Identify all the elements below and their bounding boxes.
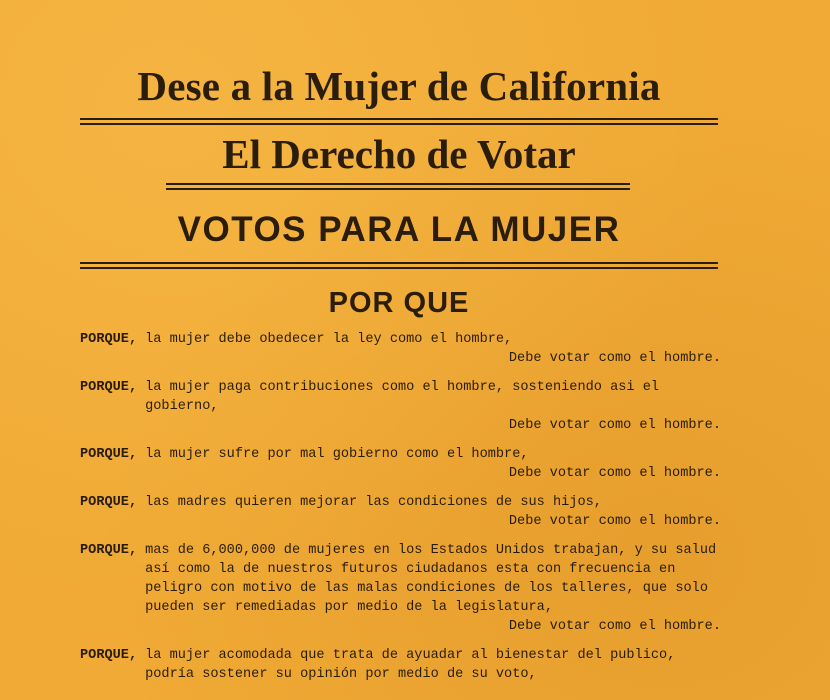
- reason-keyword: PORQUE,: [80, 447, 138, 462]
- reason-item: [80, 493, 725, 531]
- reason-keyword: PORQUE,: [80, 380, 138, 395]
- reason-text: la mujer acomodada que trata de ayuadar al bienestar del publico, podría sostener su opinión por medio de su voto,: [145, 648, 676, 682]
- reason-item: [80, 445, 725, 483]
- title-line-1: Dese a la Mujer de California: [137, 63, 661, 109]
- subheading-por-que: POR QUE: [328, 287, 470, 319]
- heading-rule-a: [80, 262, 718, 264]
- reason-refrain: Debe votar como el hombre.: [508, 619, 721, 634]
- reason-item: [80, 378, 725, 435]
- reason-text: la mujer debe obedecer la ley como el hombre,: [145, 332, 513, 347]
- reason-refrain: Debe votar como el hombre.: [508, 466, 721, 481]
- reason-item: [80, 646, 725, 684]
- reason-item: [80, 330, 725, 368]
- title-rule-1b: [80, 123, 718, 125]
- reason-text: la mujer sufre por mal gobierno como el hombre,: [145, 447, 529, 462]
- reason-keyword: PORQUE,: [80, 543, 138, 558]
- title-rule-1a: [80, 118, 718, 120]
- reason-keyword: PORQUE,: [80, 332, 138, 347]
- reason-item: [80, 541, 725, 636]
- reason-text: la mujer paga contribuciones como el hombre, sosteniendo asi el gobierno,: [145, 380, 660, 414]
- title-line-2: El Derecho de Votar: [222, 131, 576, 177]
- reason-refrain: Debe votar como el hombre.: [508, 514, 721, 529]
- heading-votos: VOTOS PARA LA MUJER: [177, 210, 621, 249]
- title-rule-2a: [166, 183, 630, 185]
- reasons-list: [80, 330, 725, 694]
- title-rule-2b: [166, 188, 630, 190]
- reason-keyword: PORQUE,: [80, 648, 138, 663]
- reason-text: las madres quieren mejorar las condiciones de sus hijos,: [145, 495, 602, 510]
- heading-rule-b: [80, 267, 718, 269]
- reason-keyword: PORQUE,: [80, 495, 138, 510]
- reason-text: mas de 6,000,000 de mujeres en los Estados Unidos trabajan, y su salud así como la de nuestros futuros ciudadanos esta con frecuencia en peligro con motivo de las malas condiciones de los talleres, que solo pueden ser remediadas por medio de la legislatura,: [145, 543, 717, 615]
- reason-refrain: Debe votar como el hombre.: [508, 351, 721, 366]
- reason-refrain: Debe votar como el hombre.: [508, 418, 721, 433]
